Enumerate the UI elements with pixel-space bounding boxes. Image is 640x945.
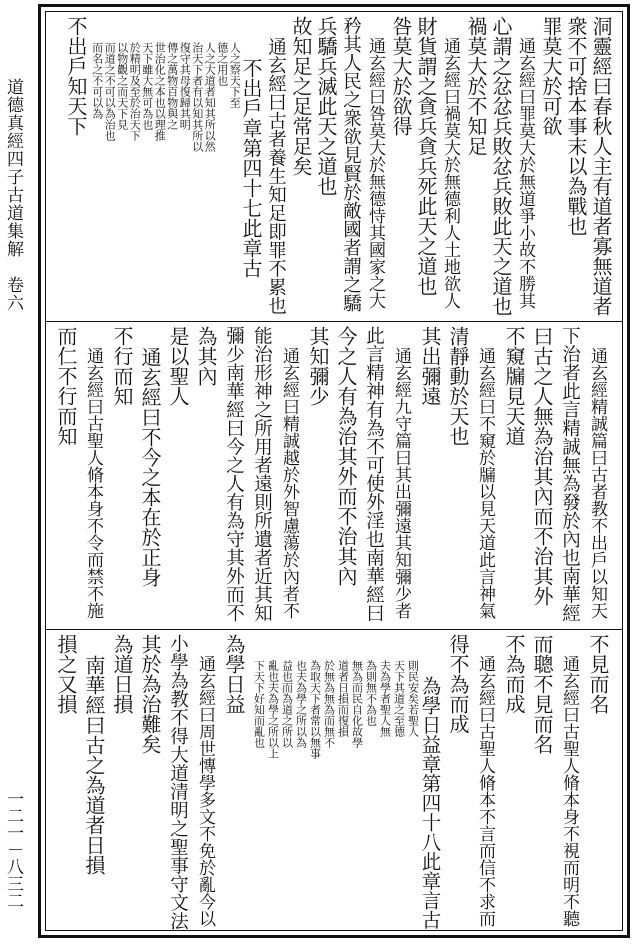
commentary-column: [308, 634, 336, 931]
commentary-text-left: 為則無不為也: [364, 660, 378, 726]
text-column: [491, 16, 516, 316]
text-column: [112, 634, 140, 931]
text-column: [591, 16, 616, 316]
column-text: 財貨謂之貪兵貪兵死此天之道也: [414, 16, 438, 296]
column-text: 洞靈經曰春秋人主有道者寡無道者: [589, 16, 613, 316]
column-text: 其知彌少: [306, 326, 330, 406]
column-text: 心謂之忿忿兵敗忿兵敗此天之道也: [489, 16, 513, 316]
text-column: [420, 326, 448, 625]
text-column: [291, 16, 316, 316]
text-column: [308, 326, 336, 625]
commentary-text-left: 以物觀之而天下見: [115, 42, 129, 130]
text-column: [168, 326, 196, 625]
column-text: 不見而名: [586, 634, 610, 714]
text-column: [140, 326, 168, 625]
text-column: [366, 16, 391, 316]
page-frame-inner: [45, 11, 623, 931]
column-text: 不窺牖見天道: [502, 326, 526, 446]
commentary-text-right: 無為而民自化故學: [350, 660, 364, 748]
text-column: [112, 326, 140, 625]
columns: [52, 16, 616, 316]
columns: [52, 634, 616, 931]
column-text: 通玄經曰禍莫大於無德利人土地欲人: [440, 37, 460, 309]
text-block-upper: [46, 12, 622, 320]
text-column: [224, 326, 252, 625]
commentary-text-right: 人之察天下至: [228, 42, 242, 108]
commentary-text-right: 亂也夫為學之所以上: [266, 660, 280, 759]
column-text: 不行而知: [110, 326, 134, 406]
text-column: [56, 634, 84, 931]
commentary-column: [280, 634, 308, 931]
commentary-text-left: 道者日損而復損: [336, 660, 350, 737]
commentary-text-left: 益也而為道之所以: [280, 660, 294, 748]
text-column: [391, 16, 416, 316]
text-column: [588, 634, 616, 931]
column-text: 清靜動於天也: [446, 326, 470, 446]
commentary-column: [336, 634, 364, 931]
commentary-text-right: 則民安矣若聖人: [406, 660, 420, 737]
commentary-column: [392, 634, 420, 931]
column-text: 彌少南華經曰今之人有為守其外而不: [223, 326, 245, 622]
text-column: [168, 634, 196, 931]
text-column: [466, 16, 491, 316]
text-column: [476, 634, 504, 931]
column-text: 通玄經曰周世慱學多文不免於亂今以: [195, 655, 215, 927]
column-text: 其出彌遠: [418, 326, 442, 406]
text-column: [196, 634, 224, 931]
text-column: [341, 16, 366, 316]
text-column: [566, 16, 591, 316]
column-text: 罪莫大於可欲: [539, 16, 563, 136]
commentary-column: [116, 16, 141, 316]
commentary-text-right: 世治化之本也以理推: [153, 42, 167, 141]
text-block-lower: [46, 629, 622, 935]
column-text: 能治形神之所用者遠則所遺者近其知: [251, 326, 273, 622]
commentary-text-left: 下天下好知而亂也: [252, 660, 266, 748]
commentary-column: [166, 16, 191, 316]
column-text: 故知足之足常足矣: [289, 16, 313, 176]
column-text: 通玄經曰咎莫大於無德恃其國家之大: [365, 37, 385, 309]
column-text: 通玄經精誠篇曰古者教不出戶以知天: [587, 347, 607, 619]
column-text: 而聰不見而名: [530, 634, 554, 754]
column-text: 為道日損: [110, 634, 134, 714]
commentary-text-left: 而名之不可以為: [90, 42, 104, 119]
text-column: [504, 634, 532, 931]
text-column: [416, 16, 441, 316]
column-text: 曰古之人無為治其內而不治其外: [530, 326, 554, 606]
column-text: 不出戶章第四十七此章古: [239, 58, 263, 278]
text-column: [541, 16, 566, 316]
text-column: [448, 326, 476, 625]
column-text: 得不為而成: [446, 634, 470, 734]
commentary-column: [191, 16, 216, 316]
column-text: 通玄經曰古者養生知足即罪不累也: [265, 37, 287, 315]
text-column: [364, 326, 392, 625]
commentary-text-left: 傳之萬物百物與之: [165, 42, 179, 130]
text-block-middle: [46, 321, 622, 629]
column-text: 衆不可捨本事末以為戰也: [564, 16, 588, 236]
text-column: [560, 634, 588, 931]
text-column: [241, 16, 266, 316]
column-text: 通玄經曰罪莫大於無道爭小故不勝其: [515, 37, 535, 309]
commentary-text-right: 於無為無為而無不: [322, 660, 336, 748]
column-text: 咎莫大於欲得: [389, 16, 413, 136]
column-text: 通玄經曰精誠越於外智慮蕩於內者不: [279, 347, 299, 619]
column-text: 通玄經曰不今之本在於正身: [138, 347, 162, 587]
commentary-text-left: 治天下者有以知其所以: [190, 42, 204, 152]
commentary-column: [252, 634, 280, 931]
column-text: 南華經曰古之為道者日損: [82, 655, 106, 875]
commentary-column: [91, 16, 116, 316]
commentary-column: [216, 16, 241, 316]
commentary-text-right: 復守其母復歸其明: [178, 42, 192, 130]
commentary-text-left: 德之用也: [215, 42, 229, 86]
text-column: [560, 326, 588, 625]
page-number-margin: 一二一－八三二: [3, 790, 23, 909]
commentary-column: [141, 16, 166, 316]
column-text: 禍莫大於不知足: [464, 16, 488, 156]
text-column: [420, 634, 448, 931]
commentary-text-left: 天下雖大無可為也: [140, 42, 154, 130]
text-column: [441, 16, 466, 316]
page-frame: [38, 4, 630, 938]
commentary-text-right: 人之大道者知其所以然: [203, 42, 217, 152]
text-column: [266, 16, 291, 316]
column-text: 通玄經九守篇曰其出彌遠其知彌少者: [391, 347, 411, 619]
text-column: [280, 326, 308, 625]
column-text: 此言精神有為不可使外淫也南華經曰: [363, 326, 385, 622]
column-text: 為學日益章第四十八此章言古: [418, 676, 442, 930]
book-title-margin: 道德真經四子古道集解 卷六: [3, 78, 23, 312]
column-text: 是以聖人: [166, 326, 190, 406]
commentary-text-right: 於精明及至於治天下: [128, 42, 142, 141]
column-text: 通玄經曰古聖人脩本不言而信不求而: [475, 655, 495, 927]
text-column: [532, 326, 560, 625]
commentary-text-left: 為取天下者常以無事: [308, 660, 322, 759]
text-column: [316, 16, 341, 316]
commentary-text-right: 夫為學者聖人無: [378, 660, 392, 737]
column-text: 其於為治難矣: [138, 634, 162, 754]
text-column: [84, 634, 112, 931]
commentary-text-right: 而道之不可以為治也: [103, 42, 117, 141]
text-column: [196, 326, 224, 625]
text-column: [84, 326, 112, 625]
text-column: [448, 634, 476, 931]
column-text: 今之人有為治其外而不治其內: [334, 326, 358, 586]
text-column: [532, 634, 560, 931]
column-text: 通玄經曰不窺於牖以見天道此言神氣: [475, 347, 495, 619]
column-text: 為其內: [194, 326, 218, 386]
column-text: 不出戶知天下: [64, 16, 88, 136]
text-column: [336, 326, 364, 625]
column-text: 損之又損: [54, 634, 78, 714]
text-column: [56, 326, 84, 625]
text-column: [476, 326, 504, 625]
column-text: 為學日益: [222, 634, 246, 714]
text-column: [66, 16, 91, 316]
text-column: [252, 326, 280, 625]
commentary-column: [364, 634, 392, 931]
text-column: [140, 634, 168, 931]
column-text: 下治者此言精誠無為發於內也南華經: [559, 326, 581, 622]
text-column: [392, 326, 420, 625]
text-column: [516, 16, 541, 316]
text-column: [224, 634, 252, 931]
commentary-text-right: 也夫為學之所以為: [294, 660, 308, 748]
column-text: 小學為教不得大道清明之聖事守文法: [167, 634, 189, 930]
column-text: 通玄經曰古聖人脩本身不令而禁不施: [83, 347, 103, 619]
column-text: 通玄經曰古聖人脩本身不視而明不聽: [559, 655, 579, 927]
text-column: [588, 326, 616, 625]
column-text: 矜其人民之衆欲見賢於敵國者謂之驕: [340, 16, 362, 312]
column-text: 不為而成: [502, 634, 526, 714]
columns: [52, 326, 616, 625]
column-text: 兵驕兵滅此天之道也: [314, 16, 338, 196]
column-text: 而仁不行而知: [54, 326, 78, 446]
text-column: [504, 326, 532, 625]
commentary-text-left: 天下其道之至德: [392, 660, 406, 737]
